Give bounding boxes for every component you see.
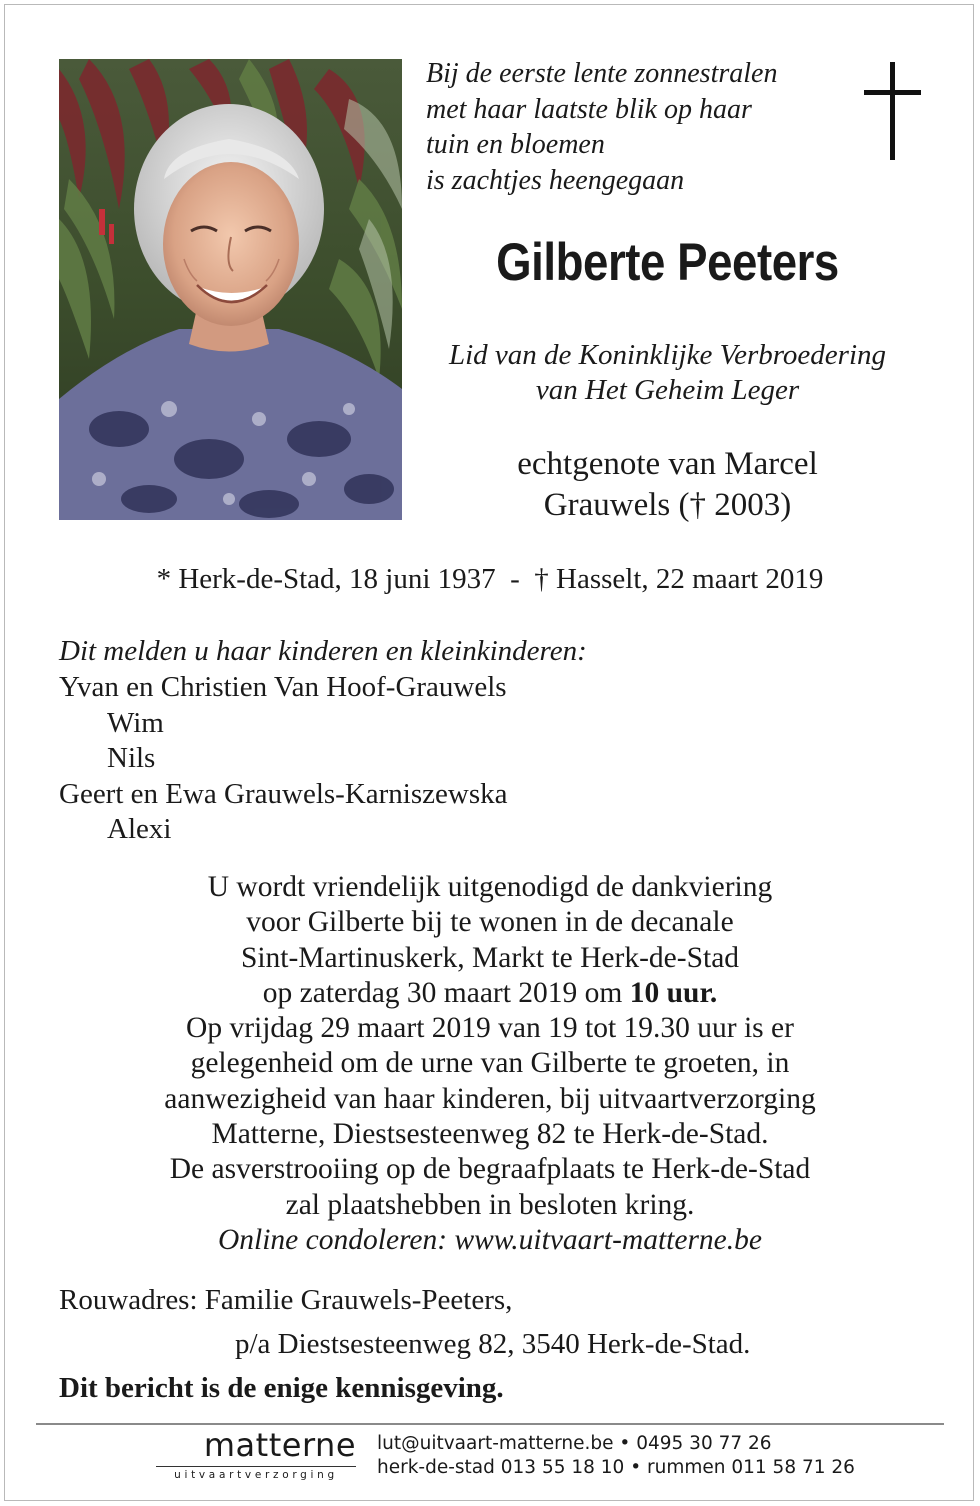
service-line: voor Gilberte bij te wonen in de decanale	[246, 906, 734, 939]
cross-icon	[864, 62, 921, 160]
spouse-info	[410, 444, 925, 526]
service-line: zal plaatshebben in besloten kring.	[285, 1188, 695, 1221]
family-list	[59, 670, 508, 848]
service-line: Sint-Martinuskerk, Markt te Herk-de-Stad	[240, 941, 740, 974]
family-grandchild: Wim	[107, 706, 164, 739]
service-line: gelegenheid om de urne van Gilberte te groeten, in	[190, 1047, 790, 1080]
service-line: Matterne, Diestsesteenweg 82 te Herk-de-Stad.	[211, 1118, 769, 1151]
service-time: 10 uur.	[629, 976, 718, 1009]
portrait-illustration	[59, 59, 402, 520]
service-line-time	[40, 976, 940, 1011]
logo-tagline: uitvaartverzorging	[174, 1469, 338, 1481]
address-line: p/a Diestsesteenweg 82, 3540 Herk-de-Stad.	[235, 1328, 751, 1360]
family-child: Geert en Ewa Grauwels-Karniszewska	[59, 777, 508, 810]
poem-line: Bij de eerste lente zonnestralen	[426, 58, 778, 89]
membership-line: van Het Geheim Leger	[535, 374, 800, 406]
membership-line: Lid van de Koninklijke Verbroedering	[448, 339, 887, 371]
service-line: aanwezigheid van haar kinderen, bij uitvaartverzorging	[164, 1082, 816, 1115]
footer-divider	[36, 1423, 944, 1425]
deceased-name: Gilberte Peeters	[496, 233, 839, 292]
service-line: De asverstrooiing op de begraafplaats te Herk-de-Stad	[169, 1153, 811, 1186]
notice-statement: Dit bericht is de enige kennisgeving.	[59, 1372, 504, 1404]
service-line: Op vrijdag 29 maart 2019 van 19 tot 19.30 uur is er	[186, 1012, 794, 1045]
service-info	[40, 870, 940, 1258]
family-grandchild: Alexi	[107, 813, 172, 845]
family-child: Yvan en Christien Van Hoof-Grauwels	[59, 671, 507, 703]
spouse-line: Grauwels († 2003)	[543, 487, 792, 523]
logo-wordmark: matterne	[203, 1426, 356, 1464]
poem-line: is zachtjes heengegaan	[426, 164, 685, 196]
birth-death-dates: * Herk-de-Stad, 18 juni 1937 - † Hasselt, 22 maart 2019	[156, 563, 824, 595]
logo-underline	[156, 1466, 356, 1467]
poem	[426, 56, 777, 198]
service-date: op zaterdag 30 maart 2019 om	[262, 976, 623, 1009]
address-line: Rouwadres: Familie Grauwels-Peeters,	[59, 1284, 513, 1316]
spouse-line: echtgenote van Marcel	[517, 446, 818, 482]
contact-line: herk-de-stad 013 55 18 10 • rummen 011 58 71 26	[377, 1457, 855, 1478]
portrait-photo	[59, 59, 402, 520]
mourning-address	[59, 1278, 750, 1366]
service-line: U wordt vriendelijk uitgenodigd de dankviering	[207, 871, 773, 903]
matterne-logo	[156, 1426, 356, 1481]
poem-line: tuin en bloemen	[426, 129, 605, 160]
online-condolences: Online condoleren: www.uitvaart-matterne.be	[217, 1223, 762, 1256]
contact-line: lut@uitvaart-matterne.be • 0495 30 77 26	[377, 1433, 772, 1454]
family-grandchild: Nils	[107, 742, 156, 774]
poem-line: met haar laatste blik op haar	[426, 93, 752, 125]
family-intro: Dit melden u haar kinderen en kleinkinderen:	[59, 635, 587, 667]
membership	[410, 338, 925, 408]
contact-info	[377, 1432, 855, 1480]
